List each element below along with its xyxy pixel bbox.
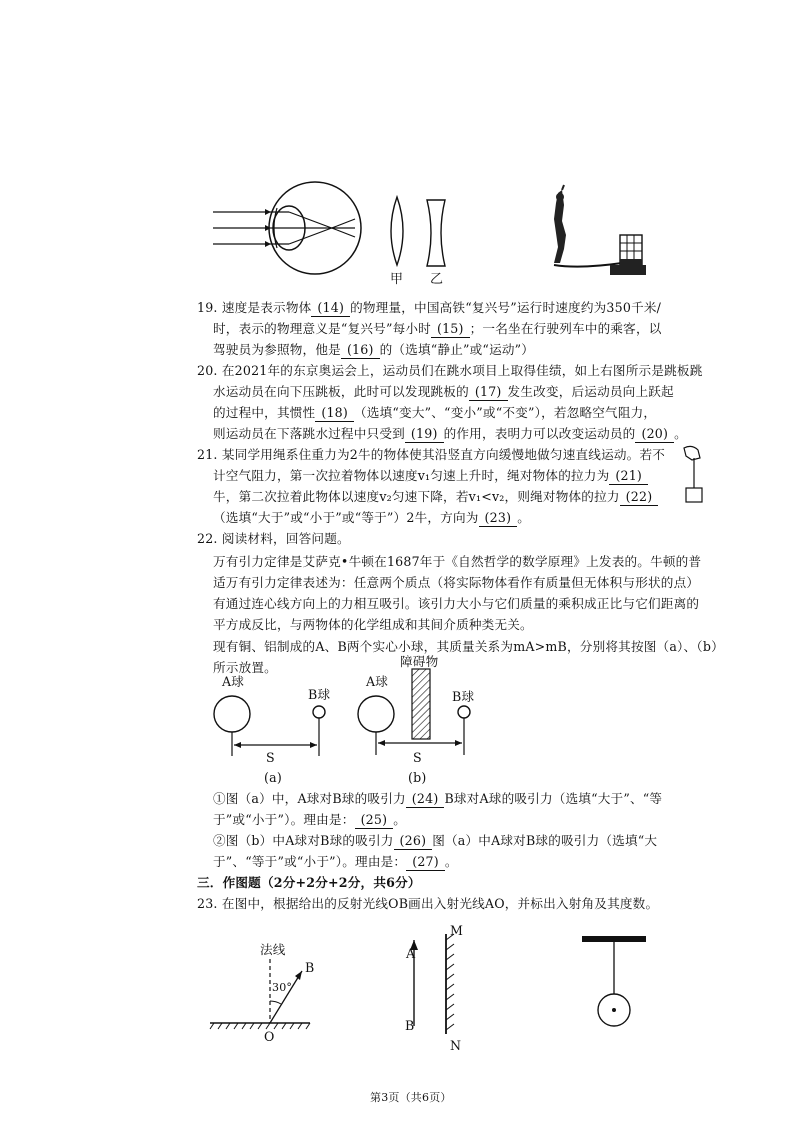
- section-3-heading: 三．作图题（2分+2分+2分，共6分）: [197, 875, 421, 890]
- lens-b-label: 乙: [430, 272, 444, 287]
- q21-line4: （选填“大于”或“小于”或“等于”）2牛，方向为 (23) 。: [213, 510, 530, 525]
- q23-prompt: 23. 在图中，根据给出的反射光线OB画出入射光线AO，并标出入射角及其度数。: [197, 896, 659, 911]
- blank-24[interactable]: (24): [406, 791, 445, 808]
- q20-line2: 水运动员在向下压跳板，此时可以发现跳板的 (17) 发生改变，后运动员向上跃起: [213, 384, 674, 399]
- blank-14[interactable]: (14): [311, 300, 350, 317]
- hanging-ball-diagram: [580, 930, 650, 1040]
- eye-diagram: [205, 180, 385, 290]
- q22-p5: 现有铜、铝制成的A、B两个实心小球，其质量关系为mA>mB，分别将其按图（a）、（b）: [213, 639, 724, 654]
- blank-26[interactable]: (26): [394, 833, 433, 850]
- blank-18[interactable]: (18): [315, 405, 354, 422]
- blank-22[interactable]: (22): [620, 489, 659, 506]
- ray-b-label: B: [305, 960, 315, 975]
- q22-sub1-line1: ①图（a）中，A球对B球的吸引力 (24) B球对A球的吸引力（选填“大于”、“等: [213, 791, 663, 806]
- fig-b-obstacle-label: 障碍物: [400, 654, 439, 669]
- blank-27[interactable]: (27): [406, 854, 445, 871]
- fig-b-distance-label: S: [413, 750, 422, 765]
- concave-lens: [425, 198, 447, 268]
- diver-illustration: [540, 185, 650, 285]
- fig-b-ball-a-label: A球: [366, 674, 389, 689]
- q22-p1: 万有引力定律是艾萨克•牛顿在1687年于《自然哲学的数学原理》上发表的。牛顿的普: [213, 554, 702, 569]
- blank-20[interactable]: (20): [635, 426, 674, 443]
- q19-line1: 19. 速度是表示物体 (14) 的物理量，中国高铁“复兴号”运行时速度约为350千米/: [197, 300, 662, 315]
- angle-label: 30°: [272, 981, 293, 994]
- blank-25[interactable]: (25): [355, 812, 394, 829]
- blank-17[interactable]: (17): [469, 384, 508, 401]
- q21-line1: 21. 某同学用绳系住重力为2牛的物体使其沿竖直方向缓慢地做匀速直线运动。若不: [197, 447, 666, 462]
- lens-a-label: 甲: [390, 272, 404, 287]
- q21-line3: 牛，第二次拉着此物体以速度v₂匀速下降，若v₁<v₂，则绳对物体的拉力 (22): [213, 487, 658, 506]
- q22-p4: 平方成反比，与两物体的化学组成和其间介质种类无关。: [213, 617, 533, 632]
- q22-p6: 所示放置。: [213, 660, 277, 675]
- q20-line3: 的过程中，其惯性 (18) （选填“变大”、“变小”或“不变”），若忽略空气阻力，: [213, 405, 657, 420]
- blank-19[interactable]: (19): [405, 426, 444, 443]
- blank-21[interactable]: (21): [609, 468, 648, 485]
- blank-23[interactable]: (23): [479, 510, 518, 527]
- q22-intro: 22. 阅读材料，回答问题。: [197, 531, 350, 546]
- blank-16[interactable]: (16): [341, 342, 380, 359]
- fig-b-ball-b-label: B球: [452, 689, 475, 704]
- fig-a-caption: (a): [264, 770, 282, 785]
- fig-a-distance-label: S: [266, 750, 275, 765]
- hand-rope-weight-illustration: [678, 444, 708, 508]
- blank-15[interactable]: (15): [431, 321, 470, 338]
- point-a-label: A: [406, 946, 416, 961]
- q21-line2: 计空气阻力，第一次拉着物体以速度v₁匀速上升时，绳对物体的拉力为 (21): [213, 466, 648, 485]
- q22-sub1-line2: 于”或“小于”）。理由是： (25) 。: [213, 812, 407, 827]
- mirror-n-label: N: [450, 1038, 462, 1053]
- point-b-label: B: [405, 1018, 415, 1033]
- normal-line-label: 法线: [260, 942, 286, 957]
- convex-lens: [385, 195, 409, 267]
- fig-a-ball-b-label: B球: [308, 687, 331, 702]
- fig-a-ball-a-label: A球: [222, 674, 245, 689]
- page-footer: 第3页（共6页）: [370, 1091, 452, 1104]
- point-o-label: O: [264, 1029, 275, 1044]
- q22-p2: 适万有引力定律表述为：任意两个质点（将实际物体看作有质量但无体积与形状的点）: [213, 575, 700, 590]
- q20-line1: 20. 在2021年的东京奥运会上，运动员们在跳水项目上取得佳绩，如上右图所示是跳板跳: [197, 363, 703, 378]
- q22-sub2-line1: ②图（b）中A球对B球的吸引力 (26) 图（a）中A球对B球的吸引力（选填“大: [213, 833, 658, 848]
- mirror-m-label: M: [450, 923, 464, 938]
- q22-p3: 有通过连心线方向上的力相互吸引。该引力大小与它们质量的乘积成正比与它们距离的: [213, 596, 700, 611]
- q19-line2: 时，表示的物理意义是“复兴号”每小时 (15) ；一名坐在行驶列车中的乘客，以: [213, 321, 662, 336]
- fig-b-caption: (b): [408, 770, 427, 785]
- q22-sub2-line2: 于”、“等于”或“小于”）。理由是： (27) 。: [213, 854, 458, 869]
- q20-line4: 则运动员在下落跳水过程中只受到 (19) 的作用，表明力可以改变运动员的 (20) 。: [213, 426, 687, 441]
- q19-line3: 驾驶员为参照物，他是 (16) 的（选填“静止”或“运动”）: [213, 342, 535, 357]
